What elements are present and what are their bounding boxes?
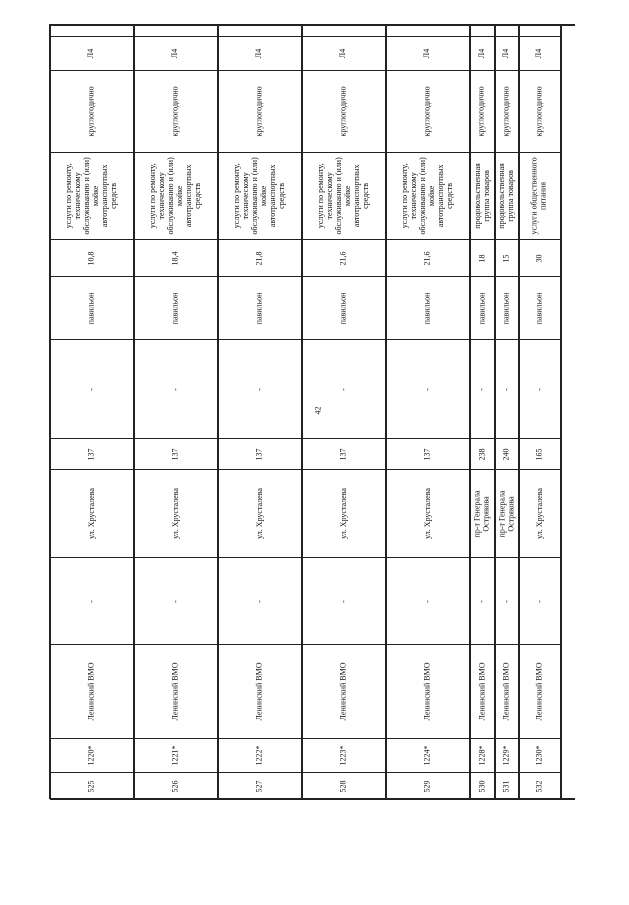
object-area: 21,6 (422, 250, 432, 265)
object-type-cell (495, 276, 519, 339)
row-number: 532 (534, 779, 544, 792)
object-type-cell (50, 276, 134, 339)
street-address-cell (134, 469, 218, 557)
empty-cell-cell (302, 339, 386, 438)
empty-cell: - (501, 387, 511, 391)
schedule-cell (50, 70, 134, 152)
object-id: 1222* (254, 745, 264, 766)
row-number-cell (218, 772, 302, 799)
object-type-cell (218, 276, 302, 339)
row-number: 530 (477, 779, 487, 792)
house-number-cell (495, 438, 519, 469)
empty-cell-cell (386, 339, 470, 438)
service-type: услуги по ремонту, техническому обслуживанию и (или) мойке автотранспортных средств (232, 157, 286, 235)
empty-cell-cell (495, 557, 519, 644)
service-type: услуги общественного питания (530, 157, 548, 235)
house-number: 137 (422, 447, 432, 460)
code-cell (50, 36, 134, 70)
house-number-cell (302, 438, 386, 469)
row-number: 527 (254, 779, 264, 792)
object-id: 1224* (422, 745, 432, 766)
row-divider (133, 24, 135, 799)
schedule-cell (519, 70, 561, 152)
empty-cell: - (534, 387, 544, 391)
district-name-cell (134, 644, 218, 738)
object-id-cell (218, 738, 302, 772)
code: Л4 (422, 48, 432, 59)
row-divider (518, 24, 520, 799)
district-name: Ленинский ВМО (534, 662, 544, 721)
empty-cell: - (254, 599, 264, 603)
code-cell (302, 36, 386, 70)
house-number: 137 (254, 447, 264, 460)
house-number: 137 (338, 447, 348, 460)
table-row (302, 24, 386, 799)
code: Л4 (338, 48, 348, 59)
empty-cell: - (338, 387, 348, 391)
house-number-cell (50, 438, 134, 469)
row-number-cell (302, 772, 386, 799)
row-number-cell (495, 772, 519, 799)
table-row (386, 24, 470, 799)
house-number: 240 (501, 447, 511, 460)
district-name-cell (386, 644, 470, 738)
object-area: 30 (534, 253, 544, 262)
street-address: ул. Хрусталева (86, 488, 96, 539)
row-divider (301, 24, 303, 799)
row-divider (469, 24, 471, 799)
object-area: 18,4 (170, 250, 180, 265)
empty-cell: - (422, 387, 432, 391)
street-address-cell (218, 469, 302, 557)
object-area: 21,6 (338, 250, 348, 265)
empty-cell: - (254, 387, 264, 391)
service-type-cell (470, 152, 495, 239)
schedule: круглогодично (477, 86, 487, 137)
table-row (470, 24, 495, 799)
house-number-cell (134, 438, 218, 469)
empty-cell-cell (134, 0, 218, 36)
object-id: 1221* (170, 745, 180, 766)
district-name: Ленинский ВМО (501, 662, 511, 721)
district-name: Ленинский ВМО (338, 662, 348, 721)
empty-cell: - (170, 387, 180, 391)
object-area-cell (134, 239, 218, 276)
object-id: 1230* (534, 745, 544, 766)
schedule-cell (386, 70, 470, 152)
object-type-cell (302, 276, 386, 339)
object-type: павильон (170, 292, 180, 324)
empty-cell-cell (386, 557, 470, 644)
district-name: Ленинский ВМО (254, 662, 264, 721)
empty-cell: - (422, 599, 432, 603)
schedule: круглогодично (338, 86, 348, 137)
row-number: 525 (86, 779, 96, 792)
object-id: 1223* (338, 745, 348, 766)
service-type: услуги по ремонту, техническому обслуживанию и (или) мойке автотранспортных средств (316, 157, 370, 235)
object-id-cell (50, 738, 134, 772)
service-type-cell (386, 152, 470, 239)
empty-cell-cell (470, 339, 495, 438)
service-type-cell (519, 152, 561, 239)
empty-cell-cell (50, 0, 134, 36)
code-cell (218, 36, 302, 70)
row-number: 528 (338, 779, 348, 792)
table-row (495, 24, 519, 799)
table-row (134, 24, 218, 799)
district-name-cell (470, 644, 495, 738)
empty-cell: - (86, 387, 96, 391)
object-type: павильон (86, 292, 96, 324)
object-type: павильон (501, 292, 511, 324)
empty-cell-cell (302, 0, 386, 36)
object-type-cell (519, 276, 561, 339)
empty-cell: - (86, 599, 96, 603)
object-type: павильон (422, 292, 432, 324)
schedule: круглогодично (501, 86, 511, 137)
object-area-cell (386, 239, 470, 276)
table-row (50, 24, 134, 799)
empty-cell: - (170, 599, 180, 603)
service-type-cell (134, 152, 218, 239)
schedule-cell (495, 70, 519, 152)
empty-cell-cell (519, 557, 561, 644)
service-type-cell (495, 152, 519, 239)
house-number: 137 (86, 447, 96, 460)
object-id-cell (470, 738, 495, 772)
street-address-cell (302, 469, 386, 557)
object-id-cell (386, 738, 470, 772)
district-name-cell (218, 644, 302, 738)
schedule-cell (470, 70, 495, 152)
house-number-cell (470, 438, 495, 469)
district-name: Ленинский ВМО (422, 662, 432, 721)
row-divider (385, 24, 387, 799)
schedule: круглогодично (86, 86, 96, 137)
empty-cell-cell (134, 557, 218, 644)
street-address-cell (470, 469, 495, 557)
object-type: павильон (477, 292, 487, 324)
street-address: ул. Хрусталева (534, 488, 544, 539)
table-row (519, 24, 561, 799)
object-id: 1220* (86, 745, 96, 766)
code: Л4 (534, 48, 544, 59)
district-name: Ленинский ВМО (477, 662, 487, 721)
table-border (50, 798, 575, 800)
object-area: 10,8 (86, 250, 96, 265)
empty-cell-cell (218, 557, 302, 644)
object-area-cell (50, 239, 134, 276)
house-number-cell (386, 438, 470, 469)
schedule: круглогодично (254, 86, 264, 137)
object-area: 18 (477, 253, 487, 262)
object-id-cell (519, 738, 561, 772)
street-address: ул. Хрусталева (422, 488, 432, 539)
object-id-cell (302, 738, 386, 772)
street-address: ул. Хрусталева (170, 488, 180, 539)
street-address: пр-т Генерала Острякова (497, 489, 516, 538)
empty-cell-cell (50, 557, 134, 644)
house-number-cell (218, 438, 302, 469)
empty-cell-cell (470, 0, 495, 36)
code: Л4 (254, 48, 264, 59)
empty-cell: - (534, 599, 544, 603)
object-type: павильон (254, 292, 264, 324)
empty-cell-cell (218, 0, 302, 36)
service-type: услуги по ремонту, техническому обслуживанию и (или) мойке автотранспортных средств (400, 157, 454, 235)
service-type-cell (50, 152, 134, 239)
service-type-cell (302, 152, 386, 239)
district-name: Ленинский ВМО (86, 662, 96, 721)
object-type: павильон (338, 292, 348, 324)
empty-cell: - (477, 599, 487, 603)
row-number: 531 (501, 779, 511, 792)
district-name-cell (50, 644, 134, 738)
house-number: 238 (477, 447, 487, 460)
empty-cell-cell (470, 557, 495, 644)
row-divider (49, 24, 51, 799)
object-type-cell (470, 276, 495, 339)
schedule-cell (218, 70, 302, 152)
row-number-cell (519, 772, 561, 799)
object-area-cell (302, 239, 386, 276)
table-row (218, 24, 302, 799)
object-area-cell (470, 239, 495, 276)
row-number-cell (386, 772, 470, 799)
row-divider (217, 24, 219, 799)
code: Л4 (170, 48, 180, 59)
empty-cell-cell (495, 0, 519, 36)
empty-cell-cell (50, 339, 134, 438)
registry-table (50, 24, 575, 799)
service-type-cell (218, 152, 302, 239)
empty-cell-cell (386, 0, 470, 36)
house-number-cell (519, 438, 561, 469)
district-name-cell (495, 644, 519, 738)
district-name: Ленинский ВМО (170, 662, 180, 721)
street-address-cell (386, 469, 470, 557)
page-number: 42 (313, 406, 323, 414)
empty-cell: - (477, 387, 487, 391)
code-cell (495, 36, 519, 70)
service-type: услуги по ремонту, техническому обслуживанию и (или) мойке автотранспортных средств (148, 157, 202, 235)
district-name-cell (302, 644, 386, 738)
street-address-cell (50, 469, 134, 557)
row-number: 529 (422, 779, 432, 792)
object-id: 1228* (477, 745, 487, 766)
district-name-cell (519, 644, 561, 738)
empty-cell-cell (134, 339, 218, 438)
schedule: круглогодично (422, 86, 432, 137)
empty-cell-cell (495, 339, 519, 438)
object-area-cell (218, 239, 302, 276)
table-border (50, 24, 575, 26)
code-cell (470, 36, 495, 70)
empty-cell: - (338, 599, 348, 603)
code-cell (519, 36, 561, 70)
object-area-cell (519, 239, 561, 276)
row-number: 526 (170, 779, 180, 792)
house-number: 165 (534, 447, 544, 460)
object-type-cell (386, 276, 470, 339)
code-cell (386, 36, 470, 70)
empty-cell-cell (218, 339, 302, 438)
street-address: ул. Хрусталева (254, 488, 264, 539)
code: Л4 (501, 48, 511, 59)
street-address: ул. Хрусталева (338, 488, 348, 539)
object-id: 1229* (501, 745, 511, 766)
street-address-cell (495, 469, 519, 557)
house-number: 137 (170, 447, 180, 460)
object-id-cell (134, 738, 218, 772)
object-area: 15 (501, 253, 511, 262)
row-divider (560, 24, 562, 799)
street-address-cell (519, 469, 561, 557)
street-address: пр-т Генерала Острякова (472, 489, 491, 538)
object-id-cell (495, 738, 519, 772)
empty-cell-cell (519, 339, 561, 438)
service-type: продовольственная группа товаров (472, 163, 491, 229)
row-number-cell (50, 772, 134, 799)
object-type-cell (134, 276, 218, 339)
row-number-cell (134, 772, 218, 799)
schedule-cell (134, 70, 218, 152)
object-area: 21,8 (254, 250, 264, 265)
service-type: услуги по ремонту, техническому обслуживанию и (или) мойке автотранспортных средств (64, 157, 118, 235)
row-number-cell (470, 772, 495, 799)
empty-cell-cell (519, 0, 561, 36)
object-area-cell (495, 239, 519, 276)
code: Л4 (86, 48, 96, 59)
schedule: круглогодично (534, 86, 544, 137)
schedule-cell (302, 70, 386, 152)
empty-cell: - (501, 599, 511, 603)
empty-cell-cell (302, 557, 386, 644)
object-type: павильон (534, 292, 544, 324)
schedule: круглогодично (170, 86, 180, 137)
code-cell (134, 36, 218, 70)
row-divider (494, 24, 496, 799)
code: Л4 (477, 48, 487, 59)
service-type: продовольственная группа товаров (497, 163, 515, 229)
